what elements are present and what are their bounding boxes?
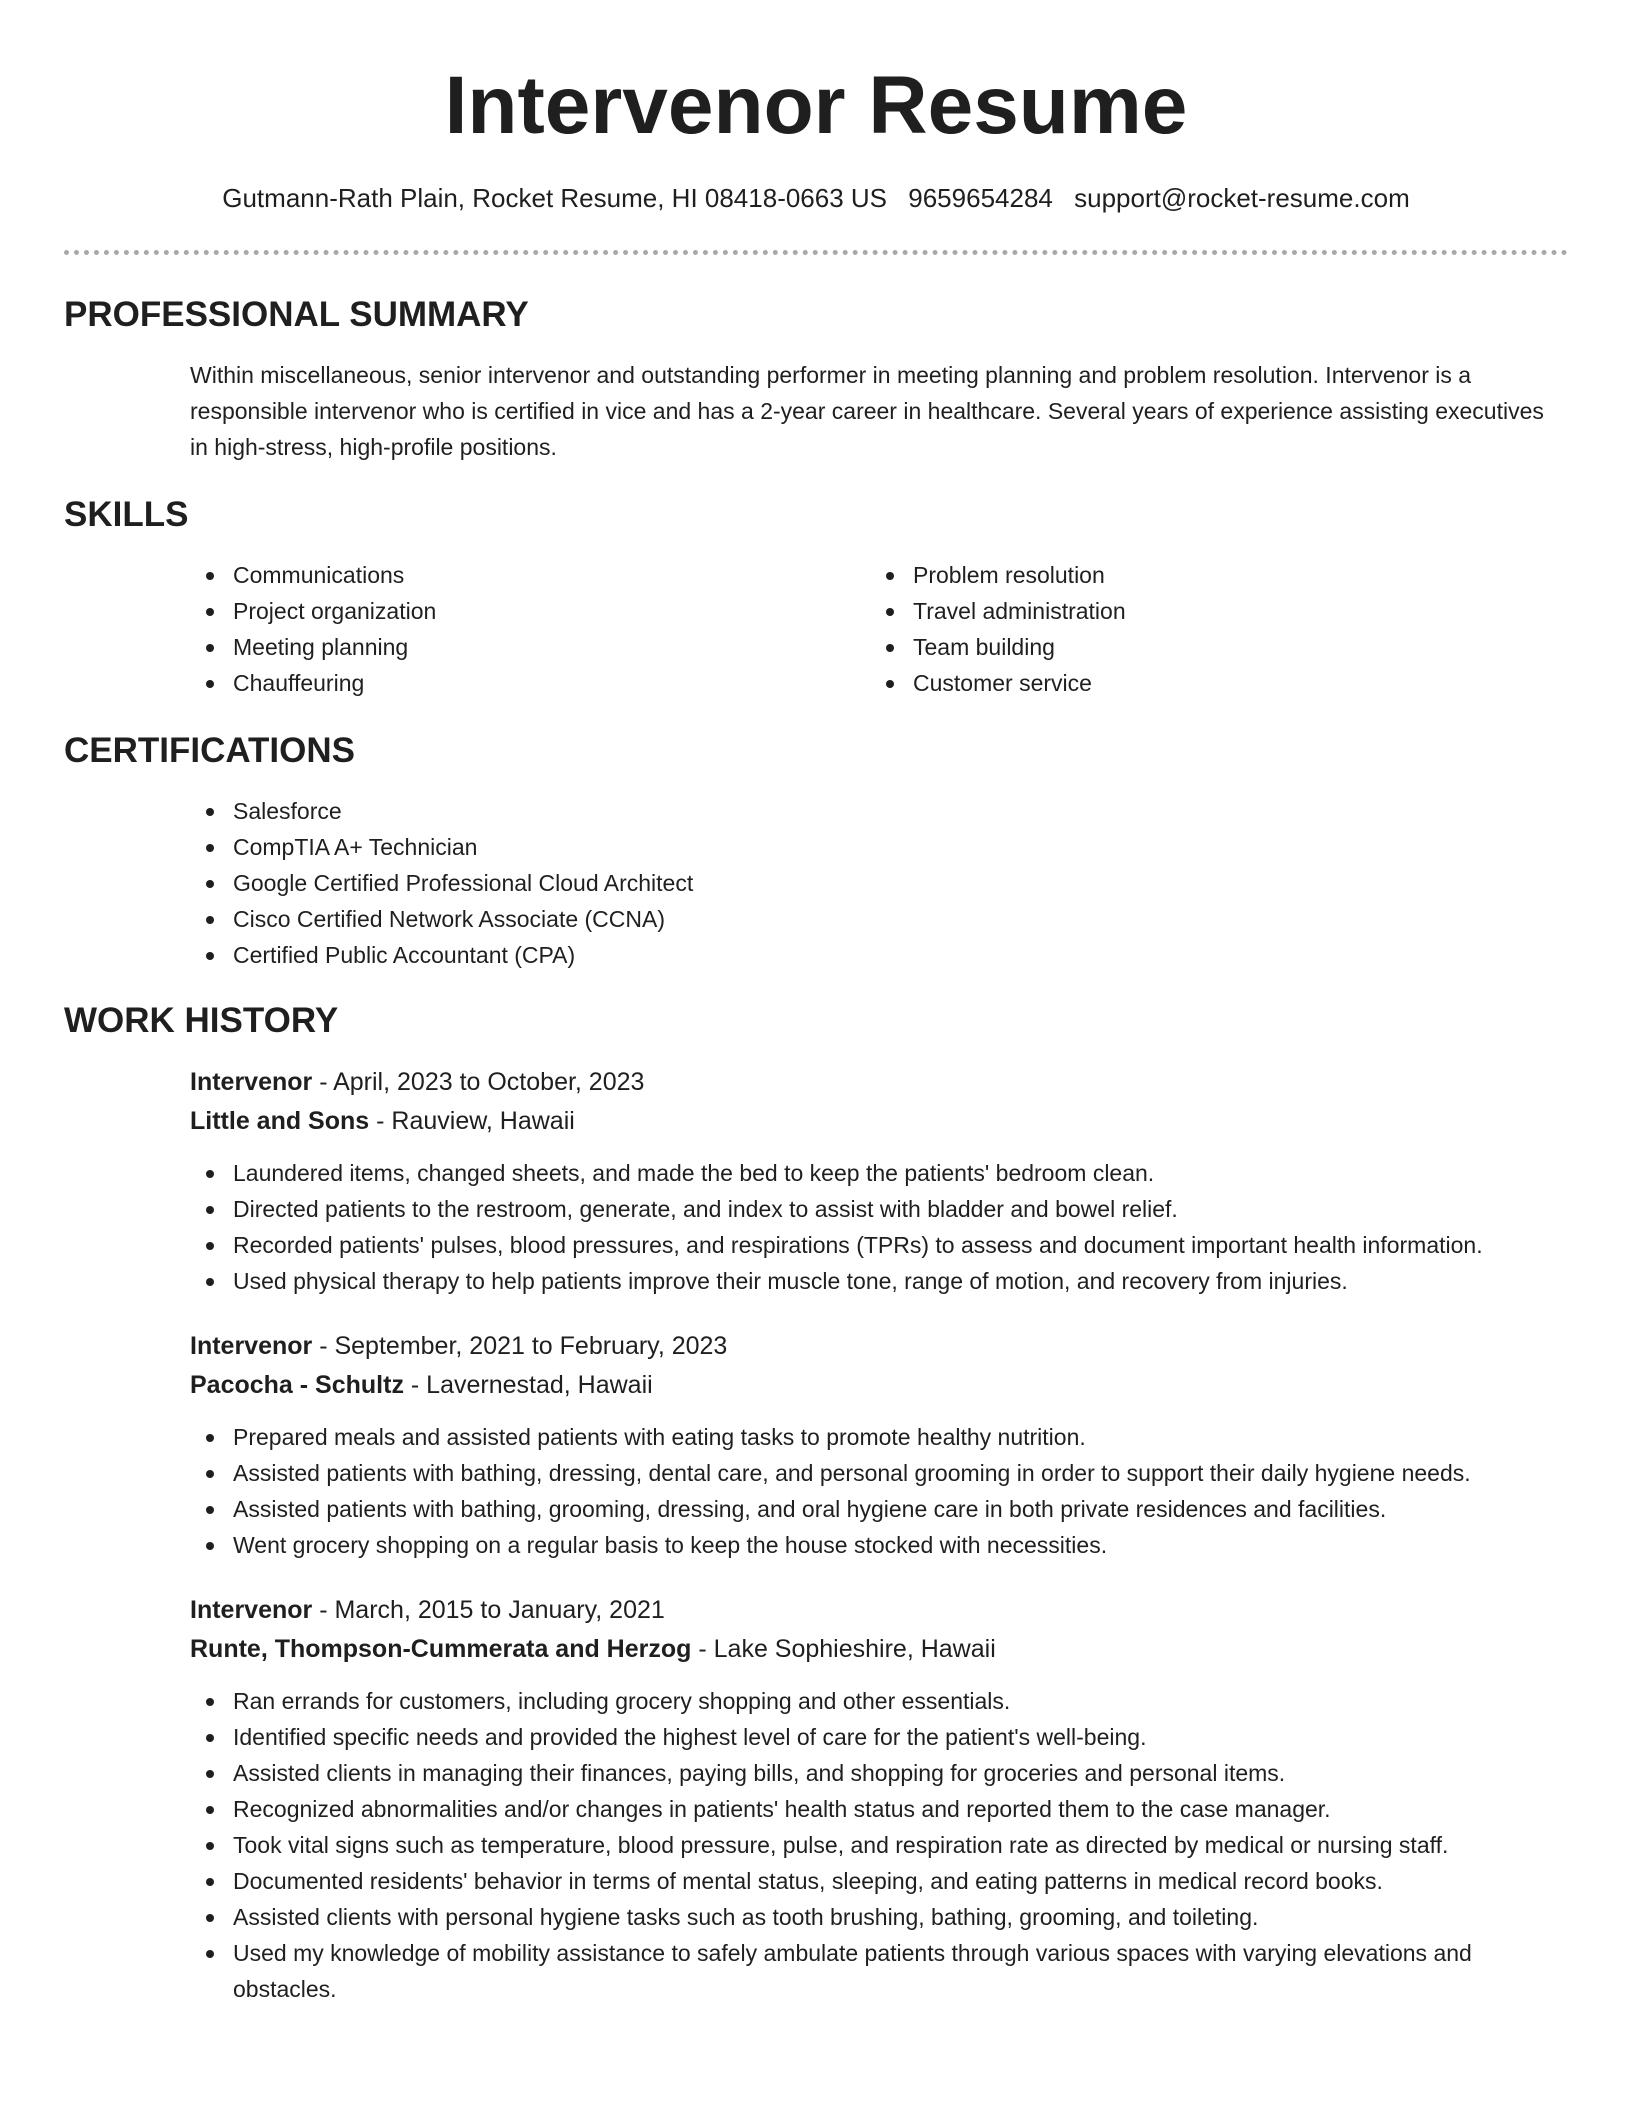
list-item: Used my knowledge of mobility assistance to safely ambulate patients through various spaces with varying elevations and obstacles. (190, 1935, 1568, 2007)
list-item: Customer service (870, 665, 1550, 701)
list-item: Communications (190, 557, 870, 593)
list-item: Assisted patients with bathing, dressing, dental care, and personal grooming in order to support their daily hygiene needs. (190, 1455, 1568, 1491)
certifications-list (190, 793, 1568, 973)
job-duties (190, 1155, 1568, 1299)
list-item: Salesforce (190, 793, 1568, 829)
contact-info (64, 182, 1568, 214)
list-item: Documented residents' behavior in terms of mental status, sleeping, and eating patterns in medical record books. (190, 1863, 1568, 1899)
skills-list-right (870, 557, 1550, 701)
list-item: Team building (870, 629, 1550, 665)
list-item: Cisco Certified Network Associate (CCNA) (190, 901, 1568, 937)
summary-section (64, 293, 1568, 465)
list-item: Took vital signs such as temperature, blood pressure, pulse, and respiration rate as directed by medical or nursing staff. (190, 1827, 1568, 1863)
job-company-line (190, 1366, 1568, 1405)
job-title: Intervenor (190, 1332, 313, 1360)
list-item: Project organization (190, 593, 870, 629)
job-location: - Lake Sophieshire, Hawaii (691, 1635, 996, 1663)
job-dates: - September, 2021 to February, 2023 (312, 1332, 728, 1360)
job-title-line (190, 1063, 1568, 1102)
job-company: Runte, Thompson-Cummerata and Herzog (190, 1635, 692, 1663)
summary-body (64, 357, 1568, 465)
list-item: Directed patients to the restroom, generate, and index to assist with bladder and bowel relief. (190, 1191, 1568, 1227)
list-item: Assisted clients in managing their finances, paying bills, and shopping for groceries and personal items. (190, 1755, 1568, 1791)
certifications-body (64, 793, 1568, 973)
certifications-section (64, 729, 1568, 973)
summary-text: Within miscellaneous, senior intervenor and outstanding performer in meeting planning and problem resolution. Intervenor is a responsible intervenor who is certified in vice and has a 2-year career in healthcare. Several years of experience assisting executives in high-stress, high-profile positions. (190, 362, 1544, 460)
page-title: Intervenor Resume (444, 60, 1188, 151)
list-item: Ran errands for customers, including grocery shopping and other essentials. (190, 1683, 1568, 1719)
skills-list-left (190, 557, 870, 701)
skills-section (64, 493, 1568, 701)
list-item: Assisted clients with personal hygiene tasks such as tooth brushing, bathing, grooming, and toileting. (190, 1899, 1568, 1935)
list-item: Recorded patients' pulses, blood pressures, and respirations (TPRs) to assess and document important health information. (190, 1227, 1568, 1263)
job-duties (190, 1683, 1568, 2007)
job-dates: - April, 2023 to October, 2023 (312, 1068, 645, 1096)
job-entry (64, 1327, 1568, 1563)
header-divider (64, 250, 1568, 255)
list-item: Prepared meals and assisted patients with eating tasks to promote healthy nutrition. (190, 1419, 1568, 1455)
job-company: Pacocha - Schultz (190, 1371, 404, 1399)
list-item: Went grocery shopping on a regular basis to keep the house stocked with necessities. (190, 1527, 1568, 1563)
job-entry (64, 1063, 1568, 1299)
job-location: - Rauview, Hawaii (369, 1107, 575, 1135)
job-dates: - March, 2015 to January, 2021 (312, 1596, 665, 1624)
job-company-line (190, 1630, 1568, 1669)
job-entry (64, 1591, 1568, 2007)
work-heading: WORK HISTORY (64, 1001, 339, 1040)
job-company: Little and Sons (190, 1107, 370, 1135)
list-item: Google Certified Professional Cloud Architect (190, 865, 1568, 901)
list-item: Recognized abnormalities and/or changes in patients' health status and reported them to the case manager. (190, 1791, 1568, 1827)
list-item: Problem resolution (870, 557, 1550, 593)
list-item: Identified specific needs and provided the highest level of care for the patient's well-being. (190, 1719, 1568, 1755)
job-title: Intervenor (190, 1596, 313, 1624)
contact-email: support@rocket-resume.com (1074, 183, 1410, 213)
list-item: Meeting planning (190, 629, 870, 665)
contact-block (64, 160, 1568, 250)
summary-heading: PROFESSIONAL SUMMARY (64, 295, 529, 334)
title-block (64, 0, 1568, 160)
list-item: CompTIA A+ Technician (190, 829, 1568, 865)
job-title: Intervenor (190, 1068, 313, 1096)
job-duties (190, 1419, 1568, 1563)
contact-address: Gutmann-Rath Plain, Rocket Resume, HI 08418-0663 US (222, 183, 888, 213)
job-location: - Lavernestad, Hawaii (403, 1371, 653, 1399)
skills-heading: SKILLS (64, 495, 189, 534)
list-item: Travel administration (870, 593, 1550, 629)
list-item: Assisted patients with bathing, grooming, dressing, and oral hygiene care in both private residences and facilities. (190, 1491, 1568, 1527)
contact-phone: 9659654284 (908, 183, 1053, 213)
skills-grid (64, 557, 1568, 701)
job-title-line (190, 1327, 1568, 1366)
list-item: Laundered items, changed sheets, and made the bed to keep the patients' bedroom clean. (190, 1155, 1568, 1191)
list-item: Chauffeuring (190, 665, 870, 701)
job-company-line (190, 1102, 1568, 1141)
list-item: Certified Public Accountant (CPA) (190, 937, 1568, 973)
list-item: Used physical therapy to help patients improve their muscle tone, range of motion, and recovery from injuries. (190, 1263, 1568, 1299)
certifications-heading: CERTIFICATIONS (64, 731, 356, 770)
job-title-line (190, 1591, 1568, 1630)
work-section (64, 999, 1568, 2007)
